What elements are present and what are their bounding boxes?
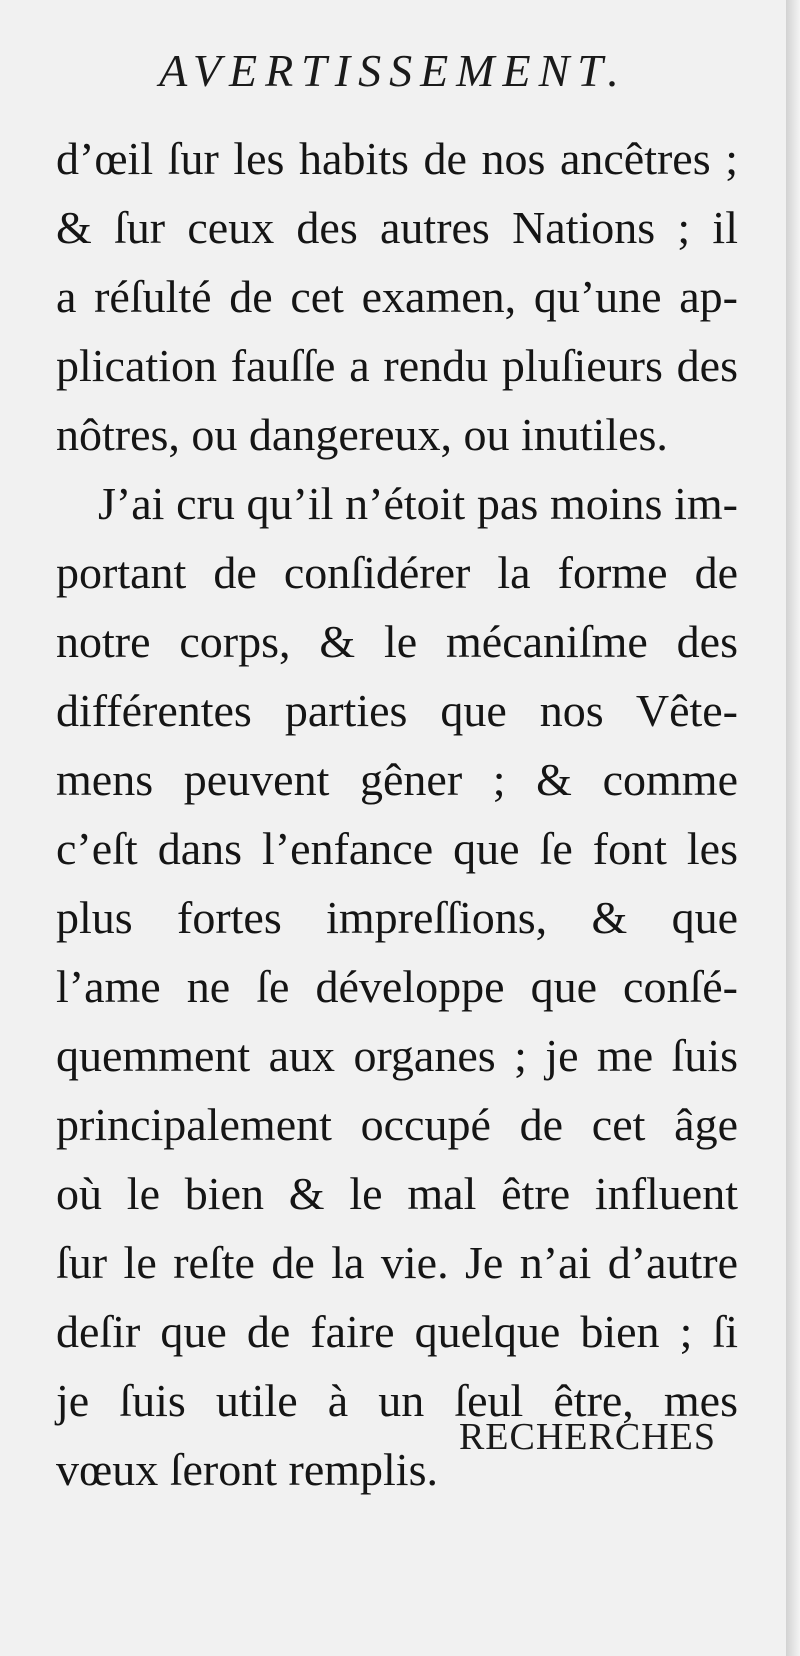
text-line-6: J’ai cru qu’il n’étoit pas moins im- — [98, 478, 738, 529]
text-line-20: vœux ſeront remplis. — [56, 1444, 438, 1495]
text-line-12: plus fortes impreſſions, & que — [56, 892, 738, 943]
text-line-11: c’eſt dans l’enfance que ſe font les — [56, 823, 738, 874]
text-line-7: portant de conſidérer la forme de — [56, 547, 738, 598]
text-line-16: où le bien & le mal être influent — [56, 1168, 738, 1219]
text-line-9: différentes parties que nos Vête- — [56, 685, 738, 736]
text-line-13: l’ame ne ſe développe que conſé- — [56, 961, 738, 1012]
body-text — [56, 124, 738, 1504]
text-line-5: nôtres, ou dangereux, ou inutiles. — [56, 409, 668, 460]
text-line-8: notre corps, & le mécaniſme des — [56, 616, 738, 667]
text-line-2: & ſur ceux des autres Nations ; il — [56, 202, 738, 253]
text-line-15: principalement occupé de cet âge — [56, 1099, 738, 1150]
text-line-18: deſir que de faire quelque bien ; ſi — [56, 1306, 738, 1357]
catchword: RECHERCHES — [458, 1416, 716, 1458]
running-head: AVERTISSEMENT. — [159, 45, 627, 96]
text-line-10: mens peuvent gêner ; & comme — [56, 754, 738, 805]
page-edge — [786, 0, 800, 1656]
text-line-3: a réſulté de cet examen, qu’une ap- — [56, 271, 738, 322]
text-line-19: je ſuis utile à un ſeul être, mes — [56, 1375, 738, 1426]
text-line-4: plication fauſſe a rendu pluſieurs des — [56, 340, 738, 391]
text-line-1: d’œil ſur les habits de nos ancêtres ; — [56, 133, 738, 184]
text-line-14: quemment aux organes ; je me ſuis — [56, 1030, 738, 1081]
text-line-17: ſur le reſte de la vie. Je n’ai d’autre — [56, 1237, 738, 1288]
